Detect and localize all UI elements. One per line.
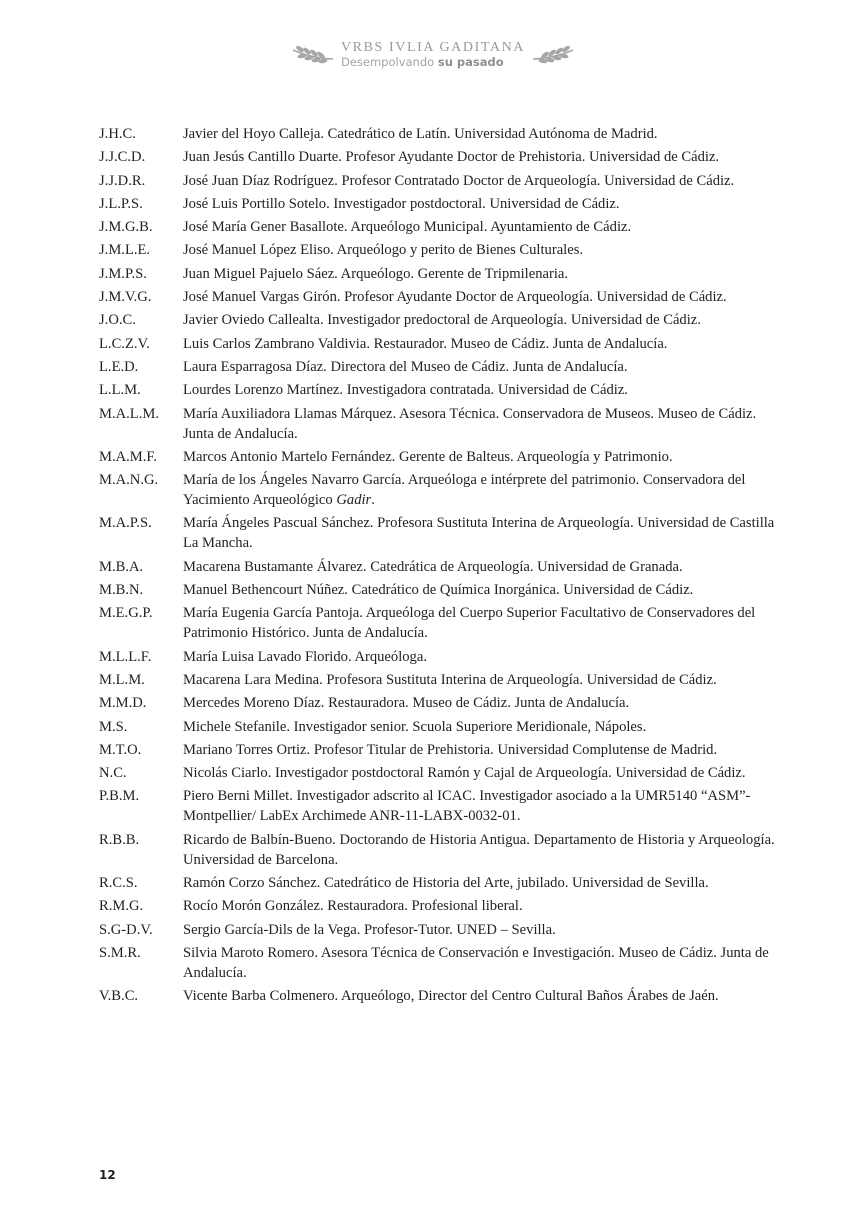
description: José Manuel Vargas Girón. Profesor Ayudante Doctor de Arqueología. Universidad de Cádiz. xyxy=(183,289,727,306)
list-item xyxy=(99,470,779,510)
description: José Juan Díaz Rodríguez. Profesor Contratado Doctor de Arqueología. Universidad de Cádiz. xyxy=(183,172,735,189)
abbreviation: N.C. xyxy=(99,765,127,782)
description: Juan Miguel Pajuelo Sáez. Arqueólogo. Gerente de Tripmilenaria. xyxy=(183,265,569,282)
abbreviation: L.E.D. xyxy=(99,358,139,375)
header-title: VRBS IVLIA GADITANA xyxy=(340,40,526,55)
list-item xyxy=(99,334,779,354)
list-item xyxy=(99,124,779,144)
description: Mercedes Moreno Díaz. Restauradora. Museo de Cádiz. Junta de Andalucía. xyxy=(183,695,630,712)
description: Rocío Morón González. Restauradora. Profesional liberal. xyxy=(183,898,523,915)
abbreviation: J.J.C.D. xyxy=(99,149,146,166)
abbreviation: R.C.S. xyxy=(99,875,138,892)
description: Javier Oviedo Callealta. Investigador predoctoral de Arqueología. Universidad de Cádiz. xyxy=(183,312,701,329)
description: Michele Stefanile. Investigador senior. Scuola Superiore Meridionale, Nápoles. xyxy=(183,718,647,735)
list-item xyxy=(99,404,779,444)
header-subtitle-bold: su pasado xyxy=(437,55,504,69)
description: Luis Carlos Zambrano Valdivia. Restaurador. Museo de Cádiz. Junta de Andalucía. xyxy=(183,335,668,352)
abbreviation: M.A.L.M. xyxy=(99,405,159,422)
description: Javier del Hoyo Calleja. Catedrático de Latín. Universidad Autónoma de Madrid. xyxy=(183,126,658,142)
description: Juan Jesús Cantillo Duarte. Profesor Ayudante Doctor de Prehistoria. Universidad de Cádiz. xyxy=(183,149,720,166)
abbreviation: M.M.D. xyxy=(99,695,147,712)
list-item xyxy=(99,603,779,643)
abbreviation: V.B.C. xyxy=(99,988,139,1005)
list-item xyxy=(99,194,779,214)
description: Piero Berni Millet. Investigador adscrito al ICAC. Investigador asociado a la UMR5140 “ASM”-Montpellier/ LabEx Archimede ANR-11-LABX-0032-01. xyxy=(183,788,751,825)
abbreviation: R.M.G. xyxy=(99,898,144,915)
abbreviation-list xyxy=(99,124,779,1010)
description: Laura Esparragosa Díaz. Directora del Museo de Cádiz. Junta de Andalucía. xyxy=(183,358,628,375)
description: José María Gener Basallote. Arqueólogo Municipal. Ayuntamiento de Cádiz. xyxy=(183,219,632,236)
abbreviation: M.E.G.P. xyxy=(99,605,153,622)
description: Vicente Barba Colmenero. Arqueólogo, Director del Centro Cultural Baños Árabes de Jaén. xyxy=(183,988,719,1005)
list-item xyxy=(99,873,779,893)
abbreviation: M.L.L.F. xyxy=(99,648,152,665)
list-item xyxy=(99,357,779,377)
page-number: 12 xyxy=(99,1168,116,1182)
abbreviation: J.O.C. xyxy=(99,312,136,329)
description: María Eugenia García Pantoja. Arqueóloga del Cuerpo Superior Facultativo de Conservadores del Patrimonio Histórico. Junta de Andalucía. xyxy=(183,605,756,642)
abbreviation: S.M.R. xyxy=(99,944,141,961)
list-item xyxy=(99,647,779,667)
abbreviation: J.M.G.B. xyxy=(99,219,153,236)
list-item xyxy=(99,513,779,553)
header-subtitle xyxy=(341,55,504,69)
abbreviation: M.A.N.G. xyxy=(99,472,159,489)
abbreviation: P.B.M. xyxy=(99,788,140,805)
abbreviation: J.M.P.S. xyxy=(99,265,147,282)
list-item xyxy=(99,264,779,284)
abbreviation: M.A.M.F. xyxy=(99,448,158,465)
list-item xyxy=(99,147,779,167)
list-item xyxy=(99,557,779,577)
abbreviation: L.C.Z.V. xyxy=(99,335,150,352)
description: Ramón Corzo Sánchez. Catedrático de Historia del Arte, jubilado. Universidad de Sevilla. xyxy=(183,875,709,892)
list-item xyxy=(99,240,779,260)
list-item xyxy=(99,896,779,916)
description-italic: Gadir xyxy=(336,492,372,509)
list-item xyxy=(99,380,779,400)
description-text: María de los Ángeles Navarro García. Arqueóloga e intérprete del patrimonio. Conservadora del Yacimiento Arqueológico xyxy=(183,472,746,509)
abbreviation: S.G-D.V. xyxy=(99,921,153,938)
list-item xyxy=(99,920,779,940)
list-item xyxy=(99,717,779,737)
description: Ricardo de Balbín-Bueno. Doctorando de Historia Antigua. Departamento de Historia y Arqueología. Universidad de Barcelona. xyxy=(183,831,775,868)
list-item xyxy=(99,580,779,600)
description: Nicolás Ciarlo. Investigador postdoctoral Ramón y Cajal de Arqueología. Universidad de Cádiz. xyxy=(183,765,746,782)
abbreviation: R.B.B. xyxy=(99,831,140,848)
abbreviation: M.B.A. xyxy=(99,558,144,575)
abbreviation: L.L.M. xyxy=(99,382,141,399)
list-item xyxy=(99,447,779,467)
list-item xyxy=(99,740,779,760)
list-item xyxy=(99,830,779,870)
description: Macarena Bustamante Álvarez. Catedrática de Arqueología. Universidad de Granada. xyxy=(183,558,683,575)
abbreviation: J.M.L.E. xyxy=(99,242,151,259)
list-item xyxy=(99,310,779,330)
description: José Manuel López Eliso. Arqueólogo y perito de Bienes Culturales. xyxy=(183,242,584,259)
description: José Luis Portillo Sotelo. Investigador postdoctoral. Universidad de Cádiz. xyxy=(183,195,620,212)
description: María Luisa Lavado Florido. Arqueóloga. xyxy=(183,648,427,665)
list-item xyxy=(99,217,779,237)
header-subtitle-plain: Desempolvando xyxy=(340,55,438,69)
abbreviation: M.B.N. xyxy=(99,582,144,599)
abbreviation: M.L.M. xyxy=(99,671,145,688)
list-item xyxy=(99,693,779,713)
description: Mariano Torres Ortiz. Profesor Titular de Prehistoria. Universidad Complutense de Madrid. xyxy=(183,741,718,758)
abbreviation: M.S. xyxy=(99,718,128,735)
description: Manuel Bethencourt Núñez. Catedrático de Química Inorgánica. Universidad de Cádiz. xyxy=(183,582,694,599)
abbreviation: M.T.O. xyxy=(99,741,142,758)
abbreviation: J.H.C. xyxy=(99,126,136,142)
abbreviation: J.J.D.R. xyxy=(99,172,146,189)
description: Sergio García-Dils de la Vega. Profesor-Tutor. UNED – Sevilla. xyxy=(183,921,556,938)
description: María Auxiliadora Llamas Márquez. Asesora Técnica. Conservadora de Museos. Museo de Cádiz. Junta de Andalucía. xyxy=(183,405,757,442)
list-item xyxy=(99,171,779,191)
list-item xyxy=(99,786,779,826)
list-item xyxy=(99,763,779,783)
abbreviation: M.A.P.S. xyxy=(99,515,152,532)
description xyxy=(183,470,779,510)
abbreviation: J.M.V.G. xyxy=(99,289,152,306)
description: Marcos Antonio Martelo Fernández. Gerente de Balteus. Arqueología y Patrimonio. xyxy=(183,448,673,465)
page-header xyxy=(0,40,866,69)
description-tail: . xyxy=(371,492,375,509)
header-text xyxy=(341,40,525,69)
abbreviation: J.L.P.S. xyxy=(99,195,143,212)
laurel-branch-icon xyxy=(531,44,575,66)
list-item xyxy=(99,986,779,1006)
description: Lourdes Lorenzo Martínez. Investigadora contratada. Universidad de Cádiz. xyxy=(183,382,628,399)
list-item xyxy=(99,287,779,307)
list-item xyxy=(99,670,779,690)
laurel-branch-icon xyxy=(291,44,335,66)
description: María Ángeles Pascual Sánchez. Profesora Sustituta Interina de Arqueología. Universidad de Castilla La Mancha. xyxy=(183,515,775,552)
list-item xyxy=(99,943,779,983)
description: Silvia Maroto Romero. Asesora Técnica de Conservación e Investigación. Museo de Cádiz. Junta de Andalucía. xyxy=(183,944,769,981)
description: Macarena Lara Medina. Profesora Sustituta Interina de Arqueología. Universidad de Cádiz. xyxy=(183,671,717,688)
